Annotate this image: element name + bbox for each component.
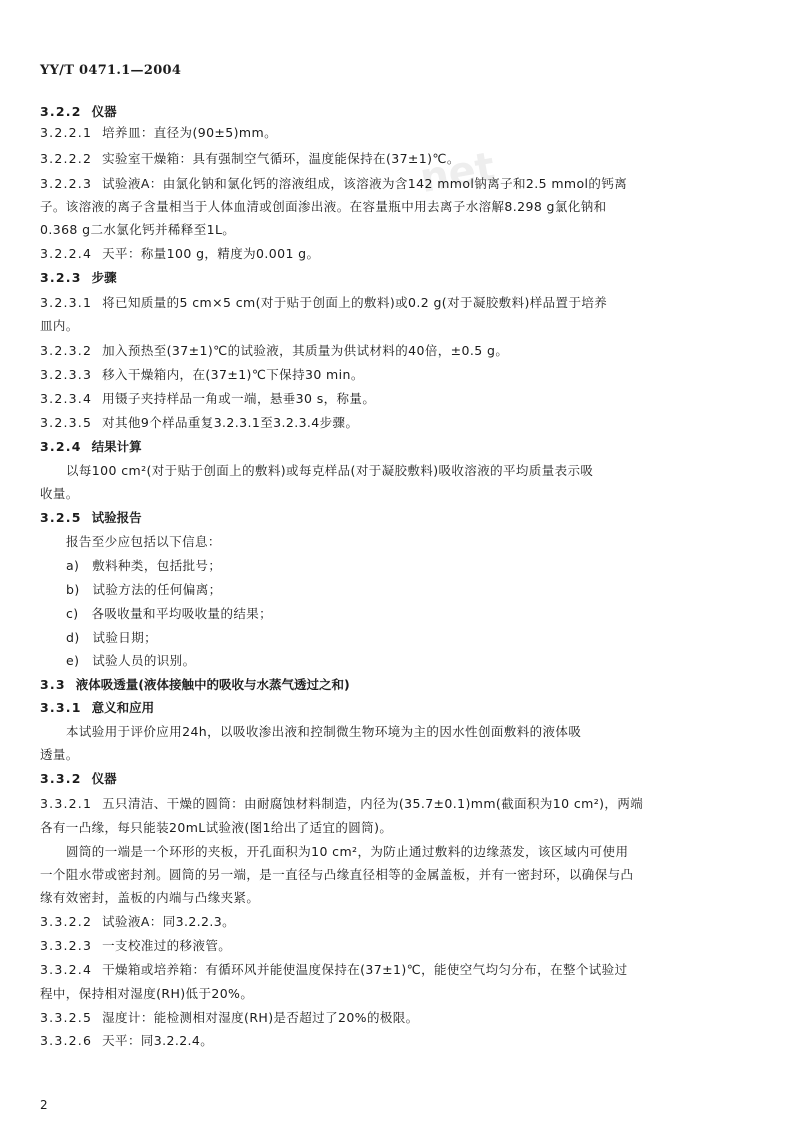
- clause-3-3-2-4: 3.3.2.4 干燥箱或培养箱：有循环风并能使温度保持在(37±1)℃，能使空气均匀分布，在整个试验过: [40, 962, 628, 977]
- clause-3-3-2-2: 3.3.2.2 试验液A：同3.2.2.3。: [40, 914, 236, 929]
- clause-3-2-3-5: 3.2.3.5 对其他9个样品重复3.2.3.1至3.2.3.4步骤。: [40, 415, 359, 430]
- clause-3-3-2-1: 3.3.2.1 五只清洁、干燥的圆筒：由耐腐蚀材料制造，内径为(35.7±0.1)mm(截面积为10 cm²)，两端: [40, 796, 644, 811]
- clause-3-2-3-2: 3.2.3.2 加入预热至(37±1)℃的试验液，其质量为供试材料的40倍，±0.5 g。: [40, 343, 509, 358]
- significance-text-line2: 透量。: [40, 747, 79, 762]
- clause-3-2-2-1: 3.2.2.1 培养皿：直径为(90±5)mm。: [40, 125, 277, 140]
- report-item-e: e) 试验人员的识别。: [66, 653, 196, 668]
- watermark: net: [416, 143, 499, 203]
- clause-3-3-2-6: 3.3.2.6 天平：同3.2.2.4。: [40, 1033, 214, 1048]
- section-heading-3-2-3: 3.2.3 步骤: [40, 270, 117, 285]
- cylinder-description: 圆筒的一端是一个环形的夹板，开孔面积为10 cm²，为防止通过敷料的边缘蒸发，该区域内可使用: [66, 844, 629, 859]
- report-item-d: d) 试验日期；: [66, 630, 158, 645]
- clause-3-3-2-4-line2: 程中，保持相对湿度(RH)低于20%。: [40, 986, 254, 1001]
- result-calculation-text-line2: 收量。: [40, 486, 79, 501]
- clause-3-2-2-3: 3.2.2.3 试验液A：由氯化钠和氯化钙的溶液组成，该溶液为含142 mmol钠离子和2.5 mmol的钙离: [40, 176, 628, 191]
- report-item-a: a) 敷料种类，包括批号；: [66, 558, 222, 573]
- clause-3-2-2-3-line2: 子。该溶液的离子含量相当于人体血清或创面渗出液。在容量瓶中用去离子水溶解8.298 g氯化钠和: [40, 199, 607, 214]
- clause-3-2-3-3: 3.2.3.3 移入干燥箱内，在(37±1)℃下保持30 min。: [40, 367, 364, 382]
- cylinder-description-line3: 缘有效密封，盖板的内端与凸缘夹紧。: [40, 890, 260, 905]
- clause-3-3-2-1-line2: 各有一凸缘，每只能装20mL试验液(图1给出了适宜的圆筒)。: [40, 820, 393, 835]
- clause-3-2-2-4: 3.2.2.4 天平：称量100 g，精度为0.001 g。: [40, 246, 320, 261]
- section-heading-3-3-1: 3.3.1 意义和应用: [40, 700, 155, 715]
- section-heading-3-2-5: 3.2.5 试验报告: [40, 510, 142, 525]
- section-heading-3-3: 3.3 液体吸透量(液体接触中的吸收与水蒸气透过之和): [40, 677, 350, 692]
- report-intro: 报告至少应包括以下信息：: [66, 534, 221, 549]
- clause-3-2-3-4: 3.2.3.4 用镊子夹持样品一角或一端，悬垂30 s，称量。: [40, 391, 376, 406]
- clause-3-3-2-5: 3.3.2.5 湿度计：能检测相对湿度(RH)是否超过了20%的极限。: [40, 1010, 419, 1025]
- clause-3-2-3-1: 3.2.3.1 将已知质量的5 cm×5 cm(对于贴于创面上的敷料)或0.2 g(对于凝胶敷料)样品置于培养: [40, 295, 608, 310]
- cylinder-description-line2: 一个阻水带或密封剂。圆筒的另一端，是一直径与凸缘直径相等的金属盖板，并有一密封环，以确保与凸: [40, 867, 634, 882]
- clause-3-2-2-2: 3.2.2.2 实验室干燥箱：具有强制空气循环，温度能保持在(37±1)℃。: [40, 151, 460, 166]
- result-calculation-text: 以每100 cm²(对于贴于创面上的敷料)或每克样品(对于凝胶敷料)吸收溶液的平均质量表示吸: [66, 463, 594, 478]
- section-heading-3-2-2: 3.2.2 仪器: [40, 104, 117, 119]
- clause-3-3-2-3: 3.3.2.3 一支校准过的移液管。: [40, 938, 232, 953]
- page-number: 2: [40, 1098, 48, 1112]
- report-item-b: b) 试验方法的任何偏离；: [66, 582, 222, 597]
- clause-3-2-3-1-line2: 皿内。: [40, 318, 79, 333]
- standard-number-header: YY/T 0471.1—2004: [40, 63, 182, 78]
- clause-3-2-2-3-line3: 0.368 g二水氯化钙并稀释至1L。: [40, 222, 236, 237]
- section-heading-3-3-2: 3.3.2 仪器: [40, 771, 117, 786]
- section-heading-3-2-4: 3.2.4 结果计算: [40, 439, 142, 454]
- report-item-c: c) 各吸收量和平均吸收量的结果；: [66, 606, 273, 621]
- significance-text: 本试验用于评价应用24h，以吸收渗出液和控制微生物环境为主的因水性创面敷料的液体吸: [66, 724, 582, 739]
